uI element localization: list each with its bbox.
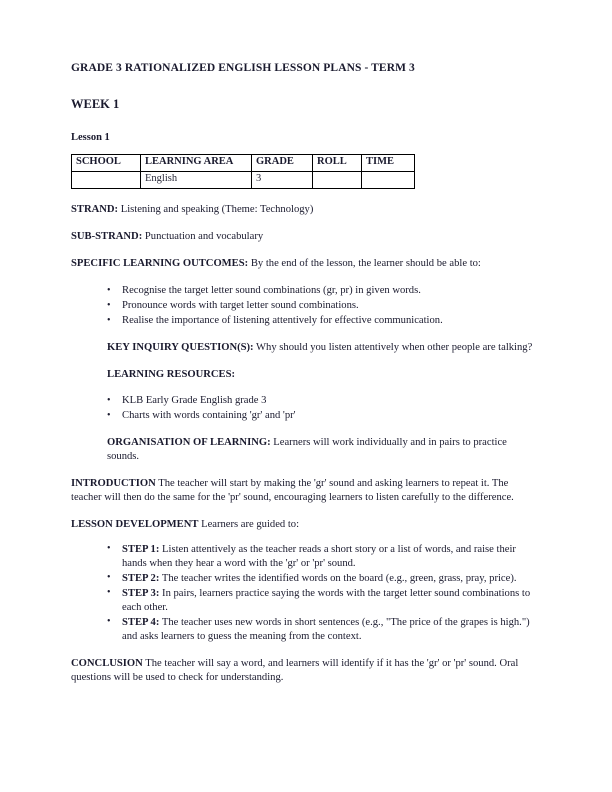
key-inquiry-label: KEY INQUIRY QUESTION(S): xyxy=(107,342,254,354)
list-item xyxy=(107,587,540,615)
lesson-heading: Lesson 1 xyxy=(71,131,110,143)
key-inquiry-block xyxy=(107,341,540,382)
list-item xyxy=(107,572,540,586)
step-text: In pairs, learners practice saying the words with the target letter sound combinations to each other. xyxy=(122,587,531,613)
organisation-value: Learners will work individually and in pairs to practice sounds. xyxy=(107,437,507,463)
table-header-school: SCHOOL xyxy=(72,155,141,172)
sub-strand-paragraph xyxy=(71,230,540,244)
introduction-paragraph xyxy=(71,477,540,505)
list-item: • Recognise the target letter sound combinations (gr, pr) in given words. xyxy=(107,284,540,298)
strand-label: STRAND: xyxy=(71,204,119,216)
table-header-time: TIME xyxy=(362,155,415,172)
lesson-development-steps-list xyxy=(71,543,540,644)
page-title: GRADE 3 RATIONALIZED ENGLISH LESSON PLANS - TERM 3 xyxy=(71,62,415,74)
lesson-development-paragraph xyxy=(71,518,540,532)
list-item xyxy=(107,616,540,644)
learning-resources-heading: LEARNING RESOURCES: xyxy=(107,369,236,381)
sub-strand-value: Punctuation and vocabulary xyxy=(142,231,264,243)
table-cell-time xyxy=(362,172,415,189)
step-text: The teacher uses new words in short sentences (e.g., "The price of the grapes is high.") and asks learners to guess the meaning from the context. xyxy=(122,616,530,642)
learning-outcomes-value: By the end of the lesson, the learner should be able to: xyxy=(248,258,481,270)
lesson-development-value: Learners are guided to: xyxy=(198,518,300,530)
week-heading: WEEK 1 xyxy=(71,96,120,111)
conclusion-paragraph xyxy=(71,657,540,685)
list-item: • KLB Early Grade English grade 3 xyxy=(107,394,540,408)
learning-resources-list xyxy=(71,394,540,423)
strand-value: Listening and speaking (Theme: Technology) xyxy=(118,204,314,216)
strand-paragraph xyxy=(71,203,540,217)
organisation-paragraph xyxy=(107,436,540,464)
table-header-row xyxy=(72,155,415,172)
key-inquiry-paragraph xyxy=(107,341,540,355)
learning-outcomes-label: SPECIFIC LEARNING OUTCOMES: xyxy=(71,258,249,270)
step-text: The teacher writes the identified words on the board (e.g., green, grass, pray, price). xyxy=(159,572,517,584)
table-cell-roll xyxy=(313,172,362,189)
key-inquiry-value: Why should you listen attentively when other people are talking? xyxy=(253,342,533,354)
list-item: • Realise the importance of listening attentively for effective communication. xyxy=(107,314,540,328)
step-label: STEP 2: xyxy=(122,572,160,584)
table-row xyxy=(72,172,415,189)
table-cell-grade: 3 xyxy=(252,172,313,189)
step-text: Listen attentively as the teacher reads a short story or a list of words, and raise their hands when they hear a word with the 'gr' or 'pr' sound. xyxy=(122,543,516,569)
table-cell-school xyxy=(72,172,141,189)
organisation-label: ORGANISATION OF LEARNING: xyxy=(107,437,271,449)
learning-outcomes-list xyxy=(71,284,540,328)
lesson-development-label: LESSON DEVELOPMENT xyxy=(71,518,199,530)
table-cell-learning-area: English xyxy=(141,172,252,189)
sub-strand-label: SUB-STRAND: xyxy=(71,231,143,243)
organisation-block xyxy=(107,436,540,464)
list-item: • Pronounce words with target letter sound combinations. xyxy=(107,299,540,313)
list-item xyxy=(107,543,540,571)
step-label: STEP 3: xyxy=(122,587,160,599)
introduction-label: INTRODUCTION xyxy=(71,478,156,490)
step-label: STEP 4: xyxy=(122,616,160,628)
table-header-roll: ROLL xyxy=(313,155,362,172)
learning-outcomes-paragraph xyxy=(71,257,540,271)
conclusion-label: CONCLUSION xyxy=(71,657,143,669)
table-header-learning-area: LEARNING AREA xyxy=(141,155,252,172)
lesson-info-table xyxy=(71,154,415,189)
conclusion-value: The teacher will say a word, and learners will identify if it has the 'gr' or 'pr' sound. Oral questions will be used to check for understanding. xyxy=(71,657,519,683)
step-label: STEP 1: xyxy=(122,543,160,555)
introduction-value: The teacher will start by making the 'gr' sound and asking learners to repeat it. The teacher will then do the same for the 'pr' sound, encouraging learners to listen carefully to the difference. xyxy=(71,478,514,503)
list-item: • Charts with words containing 'gr' and 'pr' xyxy=(107,409,540,423)
table-header-grade: GRADE xyxy=(252,155,313,172)
